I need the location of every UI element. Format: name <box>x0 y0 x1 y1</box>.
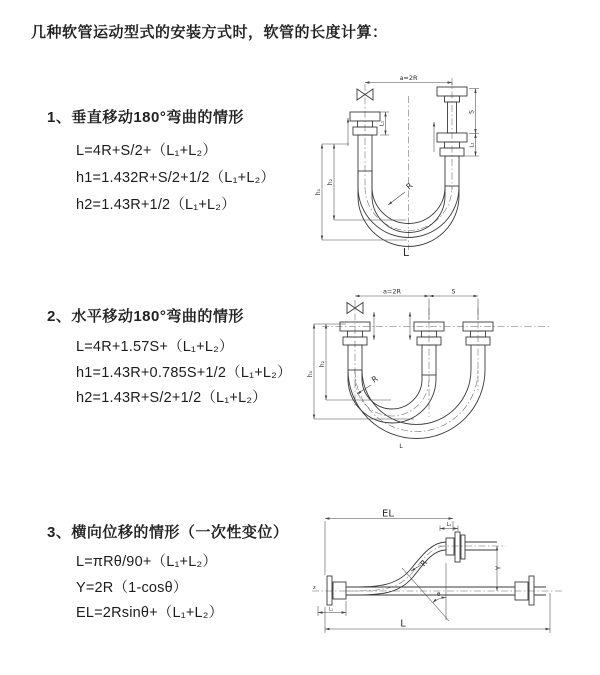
section-3-formula-L: L=πRθ/90+（L₁+L₂） <box>76 554 218 570</box>
section-3-heading: 3、横向位移的情形（一次性变位） <box>47 524 289 541</box>
left-flange <box>327 576 332 605</box>
length-label: L <box>399 442 403 450</box>
right-flange-displaced <box>455 532 460 562</box>
radius-label: R <box>404 181 415 192</box>
length-label: L <box>400 618 406 630</box>
diagram-horizontal-180-bend <box>306 282 598 478</box>
section-1-formula-h1: h1=1.432R+S/2+1/2（L₁+L₂） <box>76 170 276 186</box>
centerlines <box>322 300 551 432</box>
piping-geometry <box>340 303 493 439</box>
dim-label-h1: h₁ <box>307 370 314 378</box>
diagram-3-labels <box>313 509 503 630</box>
section-1-formula-h2: h2=1.43R+1/2（L₁+L₂） <box>76 197 236 213</box>
dim-label-l1-bottom: L₁ <box>328 607 334 613</box>
dim-label-l1-right: L₁ <box>469 142 476 148</box>
dim-label-y: Y <box>494 565 503 571</box>
right-flange-straight <box>529 576 534 605</box>
dimension-lines <box>314 296 478 419</box>
section-2-formula-L: L=4R+1.57S+（L₁+L₂） <box>76 339 234 355</box>
section-2-formula-h1: h1=1.43R+0.785S+1/2（L₁+L₂） <box>76 365 292 381</box>
diagram-lateral-displacement <box>300 505 600 655</box>
hose-displaced-bottom-wall <box>346 550 446 595</box>
dim-label-s: S <box>451 288 456 296</box>
centerlines <box>312 546 562 591</box>
radius-label: R <box>369 374 380 385</box>
theta-label: θ <box>437 592 441 598</box>
dim-label-h2: h₂ <box>319 360 326 368</box>
dim-label-l1-top: L₁ <box>446 522 452 528</box>
length-label: L <box>402 246 410 259</box>
dimension-lines <box>318 519 550 634</box>
section-3-formula-Y: Y=2R（1-cosθ） <box>76 580 188 596</box>
diagram-vertical-180-bend <box>312 68 584 260</box>
dimension-lines <box>322 83 479 241</box>
section-2-heading: 2、水平移动180°弯曲的情形 <box>47 308 244 325</box>
centerlines <box>365 78 452 250</box>
dim-label-a2r: a=2R <box>399 74 418 82</box>
section-1-formula-L: L=4R+S/2+（L₁+L₂） <box>76 143 218 159</box>
dim-label-h2: h₂ <box>327 178 334 186</box>
section-1-heading: 1、垂直移动180°弯曲的情形 <box>47 109 244 126</box>
radius-label: R <box>418 558 430 569</box>
dim-label-el: EL <box>382 508 394 520</box>
dim-label-h1: h₁ <box>315 188 322 196</box>
dim-label-s: S <box>468 110 476 114</box>
datum-mark: z <box>313 585 316 591</box>
page-title: 几种软管运动型式的安装方式时，软管的长度计算： <box>31 24 388 41</box>
hose-displaced-top-wall <box>346 542 446 587</box>
dim-label-a2r: a=2R <box>382 287 402 296</box>
diagram-2-labels <box>307 288 456 451</box>
section-2-formula-h2: h2=1.43R+S/2+1/2（L₁+L₂） <box>76 390 267 406</box>
dim-label-l1-left: L₁ <box>379 120 386 127</box>
section-3-formula-EL: EL=2Rsinθ+（L₁+L₂） <box>76 605 224 621</box>
